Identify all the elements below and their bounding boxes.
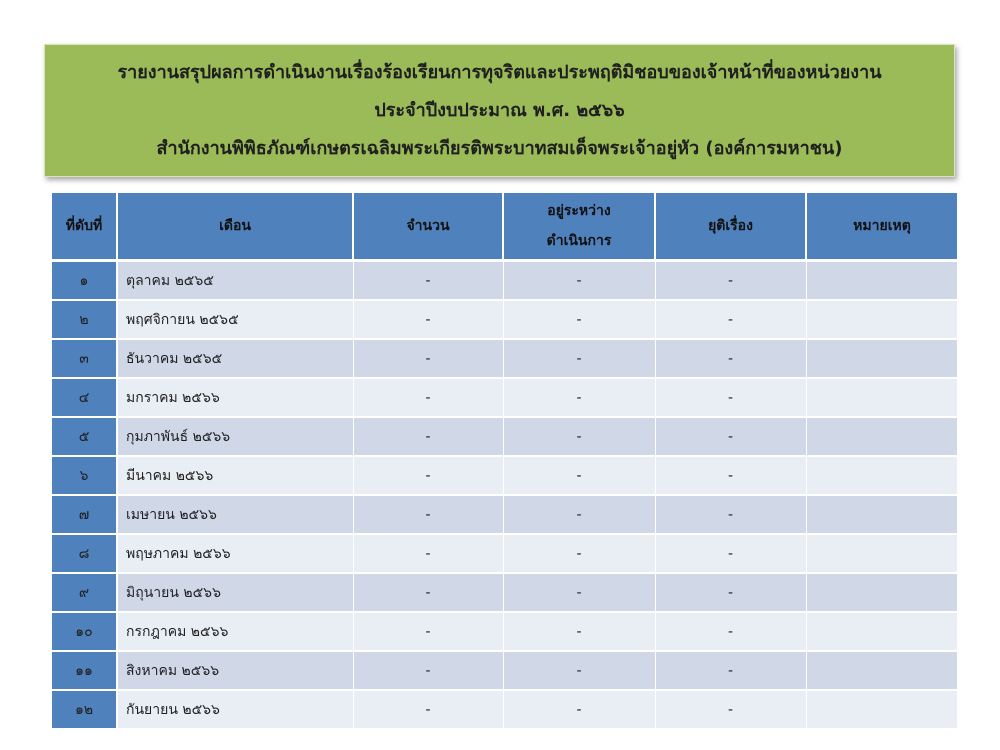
row-remark (806, 261, 957, 301)
row-remark (806, 300, 957, 339)
row-closed: - (655, 651, 806, 690)
row-remark (806, 651, 957, 690)
row-index: ๓ (52, 339, 117, 378)
table-row (52, 300, 957, 339)
row-remark (806, 339, 957, 378)
row-closed: - (655, 573, 806, 612)
table-row (52, 378, 957, 417)
row-month: มิถุนายน ๒๕๖๖ (117, 573, 353, 612)
row-remark (806, 378, 957, 417)
row-index: ๕ (52, 417, 117, 456)
row-index: ๙ (52, 573, 117, 612)
row-count: - (353, 378, 503, 417)
table-header-row (52, 193, 957, 261)
row-count: - (353, 651, 503, 690)
row-remark (806, 690, 957, 729)
row-remark (806, 495, 957, 534)
report-title-box (44, 44, 955, 177)
row-month: ธันวาคม ๒๕๖๕ (117, 339, 353, 378)
row-remark (806, 612, 957, 651)
row-count: - (353, 417, 503, 456)
row-closed: - (655, 261, 806, 301)
header-in-progress-line-2: ดำเนินการ (546, 233, 612, 249)
row-index: ๑๒ (52, 690, 117, 729)
table-row (52, 339, 957, 378)
row-month: สิงหาคม ๒๕๖๖ (117, 651, 353, 690)
row-month: มกราคม ๒๕๖๖ (117, 378, 353, 417)
row-count: - (353, 690, 503, 729)
table-row (52, 612, 957, 651)
row-month: มีนาคม ๒๕๖๖ (117, 456, 353, 495)
row-in-progress: - (503, 651, 655, 690)
header-count: จำนวน (353, 193, 503, 261)
row-closed: - (655, 690, 806, 729)
header-remark: หมายเหตุ (806, 193, 957, 261)
row-remark (806, 534, 957, 573)
row-in-progress: - (503, 300, 655, 339)
row-closed: - (655, 612, 806, 651)
report-title-line-3: สำนักงานพิพิธภัณฑ์เกษตรเฉลิมพระเกียรติพระบาทสมเด็จพระเจ้าอยู่หัว (องค์การมหาชน) (156, 137, 843, 159)
row-closed: - (655, 378, 806, 417)
row-closed: - (655, 300, 806, 339)
row-in-progress: - (503, 456, 655, 495)
table-body (52, 261, 957, 730)
row-in-progress: - (503, 534, 655, 573)
report-title-line-2: ประจำปีงบประมาณ พ.ศ. ๒๕๖๖ (374, 99, 625, 121)
row-count: - (353, 495, 503, 534)
row-index: ๒ (52, 300, 117, 339)
row-remark (806, 573, 957, 612)
report-title-line-1: รายงานสรุปผลการดำเนินงานเรื่องร้องเรียนการทุจริตและประพฤติมิชอบของเจ้าหน้าที่ของหน่วยงาน (117, 61, 882, 83)
row-index: ๑ (52, 261, 117, 301)
row-in-progress: - (503, 417, 655, 456)
table-row (52, 690, 957, 729)
table-row (52, 261, 957, 301)
row-count: - (353, 261, 503, 301)
row-in-progress: - (503, 378, 655, 417)
row-in-progress: - (503, 495, 655, 534)
row-count: - (353, 339, 503, 378)
table-row (52, 651, 957, 690)
complaint-summary-table (52, 193, 957, 730)
row-remark (806, 417, 957, 456)
row-closed: - (655, 417, 806, 456)
row-closed: - (655, 495, 806, 534)
row-in-progress: - (503, 339, 655, 378)
row-month: กุมภาพันธ์ ๒๕๖๖ (117, 417, 353, 456)
row-count: - (353, 456, 503, 495)
row-month: กรกฎาคม ๒๕๖๖ (117, 612, 353, 651)
row-count: - (353, 573, 503, 612)
row-month: พฤษภาคม ๒๕๖๖ (117, 534, 353, 573)
row-count: - (353, 300, 503, 339)
row-in-progress: - (503, 573, 655, 612)
row-remark (806, 456, 957, 495)
header-closed: ยุติเรื่อง (655, 193, 806, 261)
row-index: ๖ (52, 456, 117, 495)
row-in-progress: - (503, 690, 655, 729)
row-month: พฤศจิกายน ๒๕๖๕ (117, 300, 353, 339)
row-index: ๘ (52, 534, 117, 573)
header-month: เดือน (117, 193, 353, 261)
table-row (52, 573, 957, 612)
header-index: ที่ดับที่ (52, 193, 117, 261)
row-month: เมษายน ๒๕๖๖ (117, 495, 353, 534)
table-row (52, 417, 957, 456)
row-index: ๔ (52, 378, 117, 417)
row-count: - (353, 612, 503, 651)
row-index: ๑๑ (52, 651, 117, 690)
row-closed: - (655, 456, 806, 495)
table-row (52, 456, 957, 495)
row-month: กันยายน ๒๕๖๖ (117, 690, 353, 729)
table-row (52, 534, 957, 573)
row-in-progress: - (503, 612, 655, 651)
row-index: ๗ (52, 495, 117, 534)
row-in-progress: - (503, 261, 655, 301)
row-count: - (353, 534, 503, 573)
row-closed: - (655, 339, 806, 378)
row-month: ตุลาคม ๒๕๖๕ (117, 261, 353, 301)
row-closed: - (655, 534, 806, 573)
header-in-progress (503, 193, 655, 261)
table-row (52, 495, 957, 534)
header-in-progress-line-1: อยู่ระหว่าง (547, 203, 611, 219)
row-index: ๑๐ (52, 612, 117, 651)
